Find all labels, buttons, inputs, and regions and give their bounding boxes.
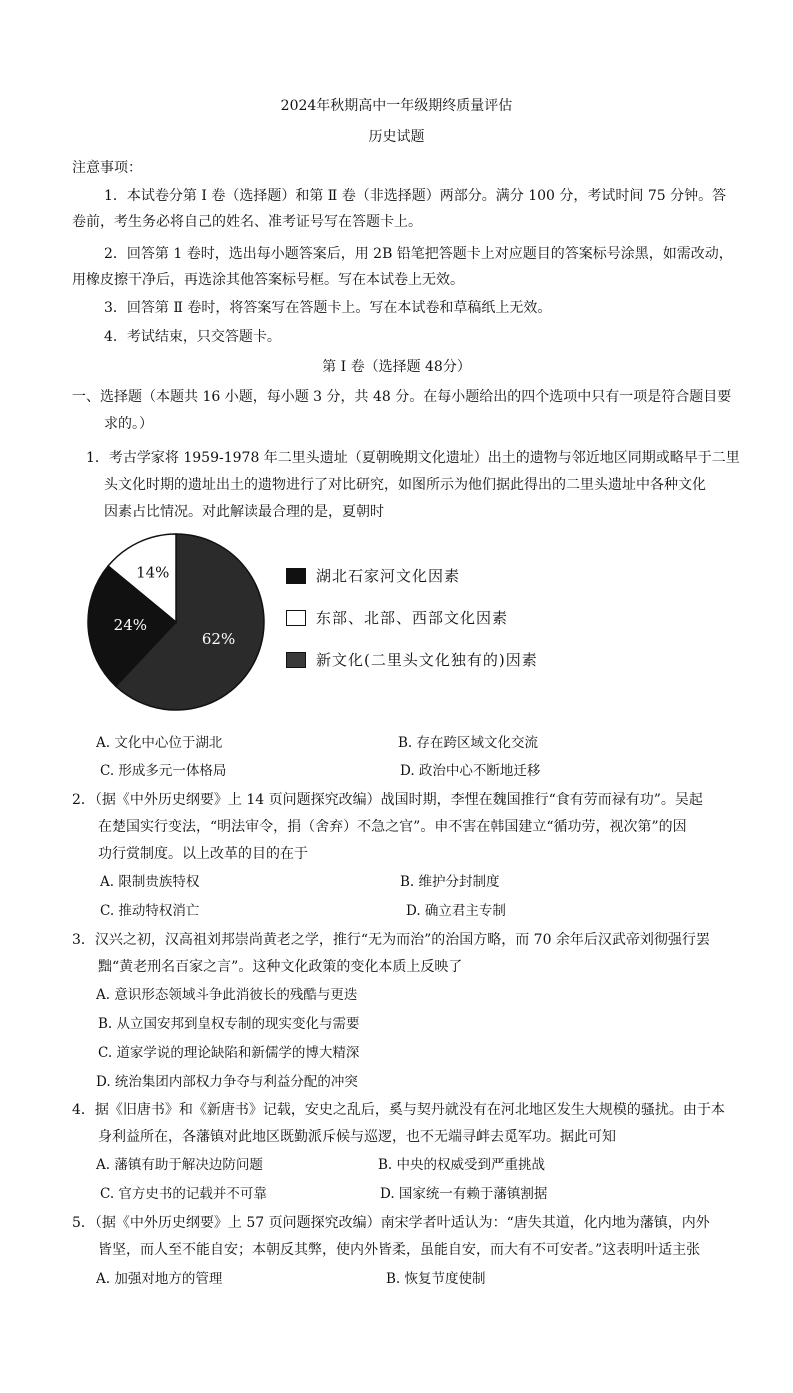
q2-option-b: B. 维护分封制度 bbox=[400, 874, 500, 890]
pie-chart-svg bbox=[86, 532, 266, 712]
notice-item-1-line-2: 卷前，考生务必将自己的姓名、准考证号写在答题卡上。 bbox=[72, 214, 422, 230]
q4-stem-line-2: 身利益所在，各藩镇对此地区既勤派斥候与巡逻，也不无端寻衅去觅军功。据此可知 bbox=[98, 1129, 616, 1145]
q2-option-c: C. 推动特权消亡 bbox=[100, 903, 200, 919]
notice-heading: 注意事项： bbox=[72, 160, 142, 176]
q3-option-b: B. 从立国安邦到皇权专制的现实变化与需要 bbox=[98, 1016, 360, 1032]
q4-option-b: B. 中央的权威受到严重挑战 bbox=[378, 1157, 546, 1173]
legend-swatch-regions bbox=[286, 610, 306, 626]
q1-option-d: D. 政治中心不断地迁移 bbox=[400, 763, 541, 779]
section-instructions-line-1: 一、选择题（本题共 16 小题，每小题 3 分，共 48 分。在每小题给出的四个选项中只有一项是符合题目要 bbox=[72, 389, 732, 405]
slice-label-regions: 14% bbox=[136, 563, 170, 582]
q5-option-a: A. 加强对地方的管理 bbox=[96, 1271, 223, 1287]
q4-option-c: C. 官方史书的记载并不可靠 bbox=[100, 1186, 267, 1202]
q2-stem-line-1: 2．（据《中外历史纲要》上 14 页问题探究改编）战国时期，李悝在魏国推行“食有劳而禄有功”。吴起 bbox=[72, 792, 703, 808]
q2-stem-line-3: 功行赏制度。以上改革的目的在于 bbox=[98, 846, 308, 862]
pie-chart bbox=[86, 532, 266, 712]
legend-swatch-new-culture bbox=[286, 652, 306, 668]
q5-stem-line-1: 5．（据《中外历史纲要》上 57 页问题探究改编）南宋学者叶适认为：“唐失其道，化内地为藩镇，内外 bbox=[72, 1215, 710, 1231]
q5-option-b: B. 恢复节度使制 bbox=[386, 1271, 486, 1287]
legend-label-new-culture: 新文化(二里头文化独有的)因素 bbox=[316, 651, 538, 669]
legend-label-regions: 东部、北部、西部文化因素 bbox=[316, 609, 509, 627]
q3-option-a: A. 意识形态领域斗争此消彼长的残酷与更迭 bbox=[96, 987, 358, 1003]
q1-stem-line-3: 因素占比情况。对此解读最合理的是，夏朝时 bbox=[104, 504, 384, 520]
q3-option-d: D. 统治集团内部权力争夺与利益分配的冲突 bbox=[96, 1074, 358, 1090]
notice-item-4: 4．考试结束，只交答题卡。 bbox=[104, 329, 281, 345]
q3-stem-line-1: 3．汉兴之初，汉高祖刘邦崇尚黄老之学，推行“无为而治”的治国方略，而 70 余年后汉武帝刘彻强行罢 bbox=[72, 932, 710, 948]
slice-label-hubei: 24% bbox=[113, 615, 148, 634]
q3-option-c: C. 道家学说的理论缺陷和新儒学的博大精深 bbox=[98, 1045, 360, 1061]
legend-swatch-hubei bbox=[286, 568, 306, 584]
q3-stem-line-2: 黜“黄老刑名百家之言”。这种文化政策的变化本质上反映了 bbox=[98, 959, 463, 975]
notice-item-3: 3．回答第 Ⅱ 卷时，将答案写在答题卡上。写在本试卷和草稿纸上无效。 bbox=[104, 300, 552, 316]
q2-option-a: A. 限制贵族特权 bbox=[100, 874, 200, 890]
section-instructions-line-2: 求的。） bbox=[104, 416, 153, 432]
section-title: 第 Ⅰ 卷（选择题 48分） bbox=[322, 359, 471, 375]
q4-option-a: A. 藩镇有助于解决边防问题 bbox=[96, 1157, 263, 1173]
q1-option-c: C. 形成多元一体格局 bbox=[100, 763, 227, 779]
q1-option-b: B. 存在跨区域文化交流 bbox=[398, 735, 539, 751]
exam-title: 2024年秋期高中一年级期终质量评估 bbox=[280, 98, 513, 114]
q2-option-d: D. 确立君主专制 bbox=[406, 903, 506, 919]
legend-label-hubei: 湖北石家河文化因素 bbox=[316, 567, 461, 585]
q4-stem-line-1: 4．据《旧唐书》和《新唐书》记载，安史之乱后，奚与契丹就没有在河北地区发生大规模的骚扰。由于本 bbox=[72, 1102, 725, 1118]
exam-subtitle: 历史试题 bbox=[368, 129, 425, 145]
q1-stem-line-2: 头文化时期的遗址出土的遗物进行了对比研究，如图所示为他们据此得出的二里头遗址中各种文化 bbox=[104, 477, 706, 493]
q1-stem-line-1: 1．考古学家将 1959-1978 年二里头遗址（夏朝晚期文化遗址）出土的遗物与邻近地区同期或略早于二里 bbox=[86, 450, 740, 466]
notice-item-2-line-2: 用橡皮擦干净后，再选涂其他答案标号框。写在本试卷上无效。 bbox=[72, 272, 464, 288]
notice-item-2-line-1: 2．回答第 1 卷时，选出每小题答案后，用 2B 铅笔把答题卡上对应题目的答案标号涂黑，如需改动， bbox=[104, 246, 733, 262]
notice-item-1-line-1: 1．本试卷分第 Ⅰ 卷（选择题）和第 Ⅱ 卷（非选择题）两部分。满分 100 分，考试时间 75 分钟。答 bbox=[104, 188, 727, 204]
q1-option-a: A. 文化中心位于湖北 bbox=[96, 735, 223, 751]
q2-stem-line-2: 在楚国实行变法，“明法审令，捐（舍弃）不急之官”。申不害在韩国建立“循功劳，视次第”的因 bbox=[98, 819, 687, 835]
q4-option-d: D. 国家统一有赖于藩镇割据 bbox=[380, 1186, 548, 1202]
slice-label-new-culture: 62% bbox=[201, 629, 236, 648]
q5-stem-line-2: 皆坚，而人至不能自安；本朝反其弊，使内外皆柔，虽能自安，而大有不可安者。”这表明叶适主张 bbox=[98, 1242, 701, 1258]
